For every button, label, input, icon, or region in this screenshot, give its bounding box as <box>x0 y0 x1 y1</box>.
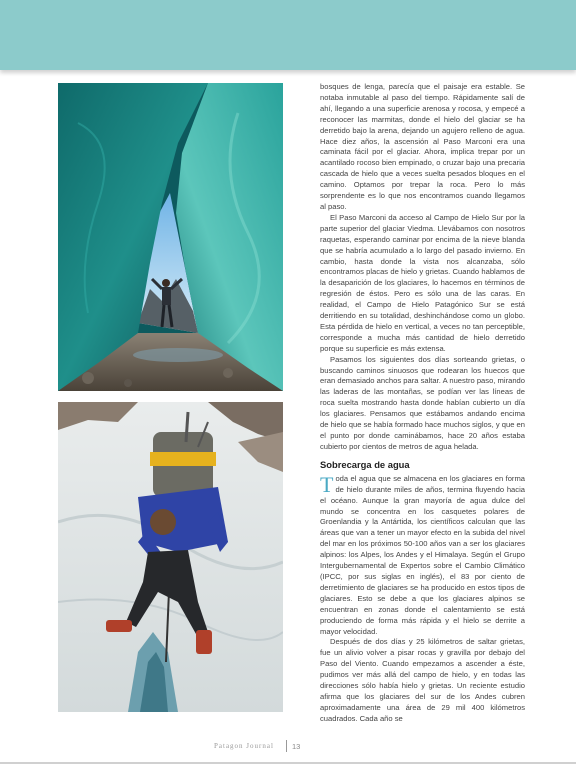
ice-cave-photo <box>58 83 283 391</box>
drop-cap: T <box>320 471 334 497</box>
article-paragraph: El Paso Marconi da acceso al Campo de Hielo Sur por la parte superior del glaciar Viedma. Llevábamos con nosotros raquetas, esperando caminar por encima de la nieve blanda que se habría acumulado a lo largo del pasado invierno. En cambio, hasta donde la vista nos alcanzaba, sólo encontramos placas de hielo y grietas. Cuando hablamos de la desaparición de los glaciares, lo hacemos en términos de regresión de éstos. Pero es sólo una de las caras. En realidad, el Campo de Hielo Patagónico Sur se está derritiendo en su totalidad, deshinchándose como un globo. Esta pérdida de hielo en vertical, a veces no tan perceptible, corresponde a mucha más cantidad de hielo derretido porque su superficie es más extensa. <box>320 212 525 353</box>
article-paragraph-dropcap <box>320 471 525 638</box>
section-heading: Sobrecarga de agua <box>320 458 410 470</box>
page-footer <box>0 740 576 754</box>
article-paragraph: Pasamos los siguientes dos días sorteando grietas, o buscando caminos sinuosos que rodearan los huecos que eran demasiado anchos para saltar. A nuestro paso, mirando las laderas de las montañas, se podían ver las líneas de roca suelta mostrando hasta donde habían cubierto un día los glaciares. Pensamos que estábamos andando encima de hielo que se había formado hace muchos siglos, y que en el punto por donde caminábamos, hace 20 años estaba cubierto por cientos de metros de agua helada. <box>320 354 525 451</box>
footer-brand: Patagon Journal <box>214 742 274 750</box>
header-band <box>0 0 576 70</box>
page-number: 13 <box>292 742 301 751</box>
article-column <box>320 82 525 725</box>
glacier-climber-photo <box>58 402 283 712</box>
bottom-rule <box>0 762 576 764</box>
article-paragraph: Después de dos días y 25 kilómetros de saltar grietas, fue un alivio volver a pisar rocas y gravilla por debajo del Paso del Viento. Cuando empezamos a ascender a éste, pudimos ver más allá del campo de hielo, y en todas las direcciones sólo había hielo y grietas. Un reciente estudio afirma que los glaciares del sur de los Andes cubren aproximadamente una área de 29 mil 400 kilómetros cuadrados. Cada año se <box>320 637 525 723</box>
footer-divider <box>286 740 287 752</box>
article-paragraph-text: oda el agua que se almacena en los glaciares en forma de hielo durante miles de años, termina fluyendo hacia el océano. Aunque la gran mayoría de agua dulce del mundo se concentra en los casquetes polares de Groenlandia y la Antártida, los científicos calculan que las áreas que van a tener un mayor efecto en la subida del nivel del mar en los próximos 50-100 años van a ser los glaciares alpinos: los Alpes, los Andes y el Himalaya. Según el Grupo Intergubernamental de Expertos sobre el Cambio Climático (IPCC, por sus siglas en inglés), el 83 por ciento de derretimiento de glaciares se ha producido en estos tipos de glaciares. Esto se debe a que los glaciares alpinos se encuentran en zonas donde el calentamiento se está produciendo de forma más rápida y el hielo se derrite a mayor velocidad. <box>320 473 525 636</box>
article-paragraph: bosques de lenga, parecía que el paisaje era estable. Se notaba inmutable al paso del tiempo. Rápidamente salí de ahí, llegando a una superficie arenosa y rocosa, y empecé a reconocer las marmitas, donde el hielo del glaciar se ha derretido bajo la arena, dejando un agujero relleno de agua. Hace diez años, la ascensión al Paso Marconi era una caminata fácil por el glaciar. Ahora, implica trepar por un acantilado rocoso bien empinado, o cruzar bajo una precaria cascada de hielo que a veces suelta pesados bloques en el camino. Optamos por trepar la roca. Pero lo más sorprendente es lo que nos encontramos cuando llegamos al paso. <box>320 82 525 211</box>
